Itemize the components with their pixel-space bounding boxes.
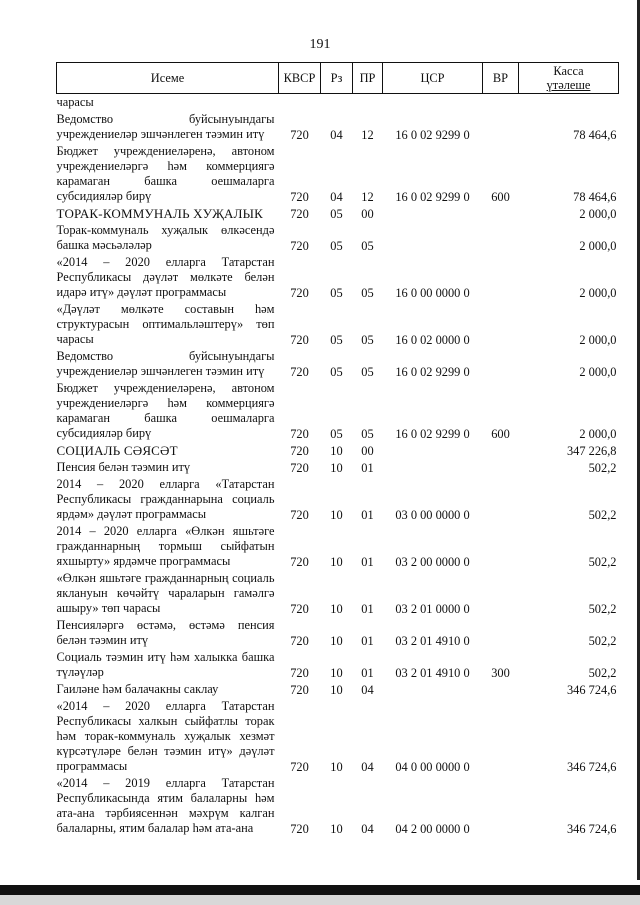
table-row: [57, 649, 619, 681]
cell-pr: 01: [361, 634, 374, 648]
cell-rz: 04: [330, 128, 343, 142]
cell-name: Пенсия белән тәэмин итү: [56, 460, 191, 474]
table-row: [57, 523, 619, 570]
table-row: [57, 254, 619, 301]
cell-csr: [383, 222, 483, 254]
cell-kvsr: 720: [290, 666, 309, 680]
cell-rz: 10: [330, 461, 343, 475]
cell-csr: 03 2 01 0000 0: [395, 602, 470, 616]
cell-amount: 346 724,6: [566, 683, 617, 697]
cell-rz: 05: [330, 365, 343, 379]
cell-vr: [483, 698, 519, 775]
cell-kvsr: 720: [290, 190, 309, 204]
cell-vr: [483, 348, 519, 380]
cell-rz: 05: [330, 239, 343, 253]
cell-pr: 12: [361, 190, 374, 204]
header-vr: ВР: [483, 63, 519, 94]
cell-pr: 04: [361, 760, 374, 774]
cell-pr: 05: [361, 286, 374, 300]
cell-kvsr: 720: [290, 239, 309, 253]
cell-kvsr: 720: [290, 602, 309, 616]
cell-kvsr: 720: [290, 207, 309, 221]
cell-amount: 78 464,6: [573, 128, 617, 142]
cell-csr: [383, 94, 483, 112]
cell-name: «Өлкән яшьтәге гражданнарның социаль яклануын көчәйтү чараларын гамәлгә ашыру» төп чарасы: [56, 571, 275, 615]
cell-pr: 01: [361, 508, 374, 522]
cell-vr: [483, 681, 519, 698]
cell-vr: [483, 222, 519, 254]
header-kvsr: КВСР: [279, 63, 321, 94]
cell-name: Ведомство буйсынуындагы учреждениеләр эшчәнлеген тәэмин итү: [56, 349, 275, 378]
cell-name: «2014 – 2020 елларга Татарстан Республикасы халкын сыйфатлы торак һәм торак-коммуналь хуҗалык хезмәт күрсәтүләре белән тәэмин итү» дәүләт программасы: [56, 699, 275, 773]
cell-pr: 05: [361, 239, 374, 253]
cell-rz: 05: [330, 286, 343, 300]
table-row: [57, 476, 619, 523]
cell-name: Пенсияләргә өстәмә, өстәмә пенсия белән тәэмин итү: [56, 618, 275, 647]
header-pr: ПР: [353, 63, 383, 94]
cell-amount: 2 000,0: [579, 427, 617, 441]
table-row: [57, 681, 619, 698]
cell-name: СОЦИАЛЬ СӘЯСӘТ: [56, 443, 178, 458]
cell-pr: 01: [361, 555, 374, 569]
cell-rz: 10: [330, 602, 343, 616]
cell-rz: 10: [330, 555, 343, 569]
cell-amount: 502,2: [588, 602, 617, 616]
cell-amount: 2 000,0: [579, 333, 617, 347]
cell-vr: [483, 570, 519, 617]
cell-amount: 2 000,0: [579, 207, 617, 221]
cell-rz: 10: [330, 634, 343, 648]
cell-csr: 16 0 02 9299 0: [395, 190, 470, 204]
cell-name: «2014 – 2019 елларга Татарстан Республикасында ятим балаларны һәм ата-ана тәрбиясеннән мәхрүм калган балаларны, ятим балалар һәм ата-ана: [56, 776, 275, 835]
cell-vr: [483, 94, 519, 112]
cell-amount: 346 724,6: [566, 822, 617, 836]
table-row: [57, 222, 619, 254]
cell-amount: 2 000,0: [579, 239, 617, 253]
cell-name: Торак-коммуналь хуҗалык өлкәсендә башка мәсьәләләр: [56, 223, 275, 252]
cell-name: Бюджет учреждениеләренә, автоном учреждениеләргә һәм коммерциягә карамаган башка оешмаларга субсидияләр бирү: [56, 144, 275, 203]
cell-amount: 347 226,8: [566, 444, 617, 458]
cell-rz: 10: [330, 822, 343, 836]
cell-name: 2014 – 2020 елларга «Өлкән яшьтәге гражданнарның тормыш сыйфатын яхшырту» ярдәмче программасы: [56, 524, 275, 568]
cell-vr: [483, 442, 519, 459]
cell-csr: [383, 205, 483, 222]
page-edge-shadow-bottom: [0, 885, 640, 895]
table-header: [57, 63, 619, 94]
header-csr: ЦСР: [383, 63, 483, 94]
cell-name: 2014 – 2020 елларга «Татарстан Республикасы гражданнарына социаль ярдәм» дәүләт программасы: [56, 477, 275, 521]
header-kassa: [519, 63, 619, 94]
table-row: [57, 459, 619, 476]
header-name: Исеме: [57, 63, 279, 94]
page-number: 191: [309, 37, 331, 52]
cell-csr: 03 2 01 4910 0: [395, 634, 470, 648]
cell-amount: 2 000,0: [579, 365, 617, 379]
cell-vr: [483, 617, 519, 649]
cell-amount: 502,2: [588, 634, 617, 648]
cell-name: Ведомство буйсынуындагы учреждениеләр эшчәнлеген тәэмин итү: [56, 112, 275, 141]
cell-csr: 04 0 00 0000 0: [395, 760, 470, 774]
table-row: [57, 94, 619, 112]
cell-pr: 01: [361, 461, 374, 475]
cell-kvsr: 720: [290, 760, 309, 774]
cell-csr: [383, 442, 483, 459]
cell-name: Бюджет учреждениеләренә, автоном учреждениеләргә һәм коммерциягә карамаган башка оешмаларга субсидияләр бирү: [56, 381, 275, 440]
cell-amount: 346 724,6: [566, 760, 617, 774]
cell-vr: 600: [491, 427, 510, 441]
cell-name: Гаиләне һәм балачакны саклау: [56, 682, 219, 696]
cell-kvsr: 720: [290, 128, 309, 142]
cell-pr: 00: [361, 444, 374, 458]
cell-csr: [383, 681, 483, 698]
cell-csr: 16 0 00 0000 0: [395, 286, 470, 300]
cell-kvsr: 720: [290, 683, 309, 697]
cell-kvsr: 720: [290, 365, 309, 379]
cell-name: «Дәүләт мөлкәте составын һәм структурасын оптимальләштерү» төп чарасы: [56, 302, 275, 346]
cell-csr: 16 0 02 9299 0: [395, 427, 470, 441]
cell-pr: [353, 94, 383, 112]
cell-rz: 10: [330, 666, 343, 680]
cell-amount: 2 000,0: [579, 286, 617, 300]
table-row: [57, 380, 619, 442]
header-kassa-line1: Касса: [553, 64, 584, 78]
cell-rz: 04: [330, 190, 343, 204]
header-kassa-line2: үтәлеше: [546, 78, 591, 92]
table-body: [57, 94, 619, 838]
cell-kvsr: 720: [290, 461, 309, 475]
cell-csr: 16 0 02 9299 0: [395, 128, 470, 142]
cell-amount: 502,2: [588, 508, 617, 522]
cell-amount: 502,2: [588, 461, 617, 475]
cell-kvsr: 720: [290, 634, 309, 648]
cell-csr: 03 2 00 0000 0: [395, 555, 470, 569]
cell-vr: [483, 523, 519, 570]
cell-csr: 04 2 00 0000 0: [395, 822, 470, 836]
cell-kvsr: 720: [290, 822, 309, 836]
table-row: [57, 617, 619, 649]
cell-kvsr: 720: [290, 427, 309, 441]
cell-pr: 05: [361, 427, 374, 441]
table-row: [57, 143, 619, 205]
table-row: [57, 698, 619, 775]
cell-name: ТОРАК-КОММУНАЛЬ ХУҖАЛЫК: [56, 206, 264, 221]
cell-name: «2014 – 2020 елларга Татарстан Республикасы дәүләт мөлкәте белән идарә итү» дәүләт программасы: [56, 255, 275, 299]
page-edge-strip-bottom: [0, 895, 640, 905]
cell-pr: 04: [361, 822, 374, 836]
cell-rz: 10: [330, 444, 343, 458]
cell-amount: 502,2: [588, 555, 617, 569]
cell-vr: [483, 775, 519, 837]
table-row: [57, 205, 619, 222]
cell-kvsr: 720: [290, 286, 309, 300]
cell-vr: 300: [491, 666, 510, 680]
cell-pr: 12: [361, 128, 374, 142]
cell-kvsr: 720: [290, 508, 309, 522]
cell-kvsr: 720: [290, 555, 309, 569]
table-row: [57, 570, 619, 617]
cell-rz: 10: [330, 683, 343, 697]
cell-pr: 01: [361, 666, 374, 680]
header-rz: Рз: [321, 63, 353, 94]
cell-rz: 10: [330, 760, 343, 774]
cell-vr: [483, 111, 519, 143]
cell-csr: 03 0 00 0000 0: [395, 508, 470, 522]
budget-table: [56, 62, 619, 837]
cell-name: чарасы: [56, 95, 94, 109]
table-row: [57, 442, 619, 459]
cell-csr: [383, 459, 483, 476]
cell-pr: 01: [361, 602, 374, 616]
cell-rz: 05: [330, 427, 343, 441]
cell-kvsr: [279, 94, 321, 112]
cell-rz: 05: [330, 333, 343, 347]
table-row: [57, 111, 619, 143]
cell-vr: [483, 459, 519, 476]
cell-rz: 10: [330, 508, 343, 522]
cell-kvsr: 720: [290, 444, 309, 458]
table-row: [57, 301, 619, 348]
cell-vr: [483, 254, 519, 301]
cell-name: Социаль тәэмин итү һәм халыкка башка түләүләр: [56, 650, 275, 679]
cell-pr: 04: [361, 683, 374, 697]
cell-csr: 16 0 02 0000 0: [395, 333, 470, 347]
cell-vr: [483, 301, 519, 348]
cell-amount: 78 464,6: [573, 190, 617, 204]
cell-amount: [519, 94, 619, 112]
cell-rz: [321, 94, 353, 112]
cell-kvsr: 720: [290, 333, 309, 347]
cell-rz: 05: [330, 207, 343, 221]
cell-pr: 00: [361, 207, 374, 221]
cell-csr: 03 2 01 4910 0: [395, 666, 470, 680]
table-row: [57, 348, 619, 380]
cell-vr: 600: [491, 190, 510, 204]
cell-vr: [483, 205, 519, 222]
table-row: [57, 775, 619, 837]
cell-vr: [483, 476, 519, 523]
cell-pr: 05: [361, 333, 374, 347]
cell-csr: 16 0 02 9299 0: [395, 365, 470, 379]
cell-pr: 05: [361, 365, 374, 379]
cell-amount: 502,2: [588, 666, 617, 680]
